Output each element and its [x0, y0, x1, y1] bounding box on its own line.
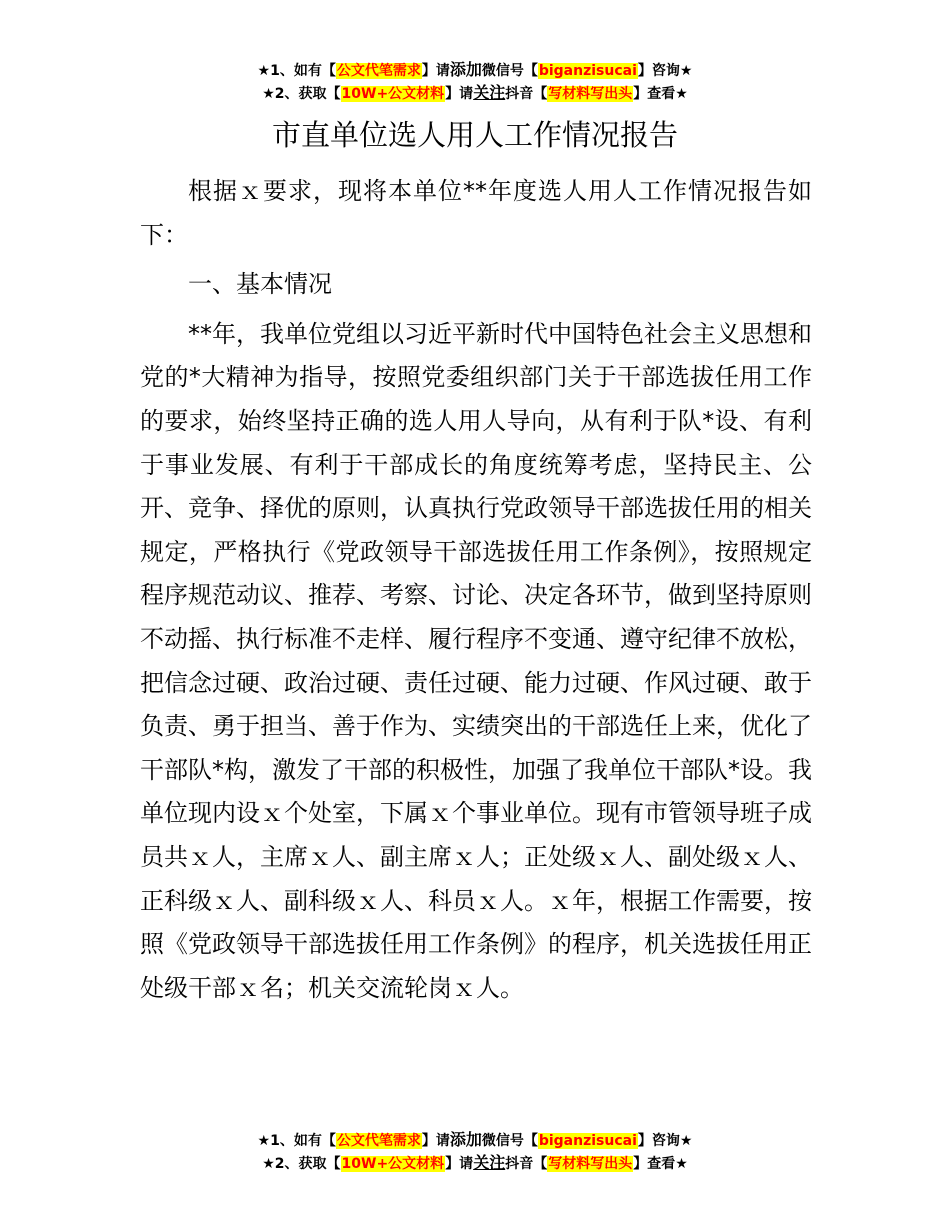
- promo-text: 】请: [445, 86, 474, 102]
- promo-text: ★1、如有【: [257, 63, 336, 79]
- promo-text: 】请: [421, 1133, 450, 1149]
- document-body: [140, 170, 812, 1016]
- promo-emphasis: 关注: [473, 83, 506, 102]
- paragraph-intro: 根据ｘ要求，现将本单位**年度选人用人工作情况报告如下：: [140, 177, 812, 249]
- section-heading: 一、基本情况: [188, 270, 332, 299]
- promo-highlight-materials: 10W+公文材料: [341, 86, 445, 102]
- promo-text: ★2、获取【: [262, 86, 341, 102]
- promo-text: 抖音【: [505, 86, 548, 102]
- promo-text: 抖音【: [505, 1156, 548, 1172]
- promo-emphasis: 关注: [473, 1153, 506, 1172]
- promo-text: 】请: [421, 63, 450, 79]
- promo-highlight-service: 公文代笔需求: [336, 63, 421, 79]
- promo-highlight-douyin: 写材料写出头: [548, 86, 633, 102]
- promo-text: 】查看★: [633, 86, 688, 102]
- promo-emphasis: 添加: [449, 1130, 482, 1149]
- promo-text: ★1、如有【: [257, 1133, 336, 1149]
- promo-highlight-materials: 10W+公文材料: [341, 1156, 445, 1172]
- document-title: 市直单位选人用人工作情况报告: [271, 118, 678, 152]
- promo-highlight-douyin: 写材料写出头: [548, 1156, 633, 1172]
- promo-emphasis: 添加: [449, 60, 482, 79]
- promo-line-1: [0, 59, 950, 82]
- promo-text: 微信号【: [481, 63, 538, 79]
- promo-line-2: [0, 1152, 950, 1175]
- promo-line-2: [0, 82, 950, 105]
- header-promo-banner: [0, 59, 950, 105]
- footer-promo-banner: [0, 1129, 950, 1175]
- promo-text: 微信号【: [481, 1133, 538, 1149]
- promo-text: 】咨询★: [637, 1133, 693, 1149]
- promo-line-1: [0, 1129, 950, 1152]
- promo-text: 】咨询★: [637, 63, 693, 79]
- promo-highlight-wechat-id: biganzisucai: [538, 1133, 637, 1149]
- promo-highlight-service: 公文代笔需求: [336, 1133, 421, 1149]
- promo-text: 】查看★: [633, 1156, 688, 1172]
- promo-text: ★2、获取【: [262, 1156, 341, 1172]
- promo-text: 】请: [445, 1156, 474, 1172]
- paragraph-basic-situation: **年，我单位党组以习近平新时代中国特色社会主义思想和党的*大精神为指导，按照党委组织部门关于干部选拔任用工作的要求，始终坚持正确的选人用人导向，从有利于队*设、有利于事业发展、有利于干部成长的角度统筹考虑，坚持民主、公开、竞争、择优的原则，认真执行党政领导干部选拔任用的相关规定，严格执行《党政领导干部选拔任用工作条例》，按照规定程序规范动议、推荐、考察、讨论、决定各环节，做到坚持原则不动摇、执行标准不走样、履行程序不变通、遵守纪律不放松，把信念过硬、政治过硬、责任过硬、能力过硬、作风过硬、敢于负责、勇于担当、善于作为、实绩突出的干部选任上来，优化了干部队*构，激发了干部的积极性，加强了我单位干部队*设。我单位现内设ｘ个处室，下属ｘ个事业单位。现有市管领导班子成员共ｘ人，主席ｘ人、副主席ｘ人；正处级ｘ人、副处级ｘ人、正科级ｘ人、副科级ｘ人、科员ｘ人。ｘ年，根据工作需要，按照《党政领导干部选拔任用工作条例》的程序，机关选拔任用正处级干部ｘ名；机关交流轮岗ｘ人。: [140, 319, 812, 1002]
- promo-highlight-wechat-id: biganzisucai: [538, 63, 637, 79]
